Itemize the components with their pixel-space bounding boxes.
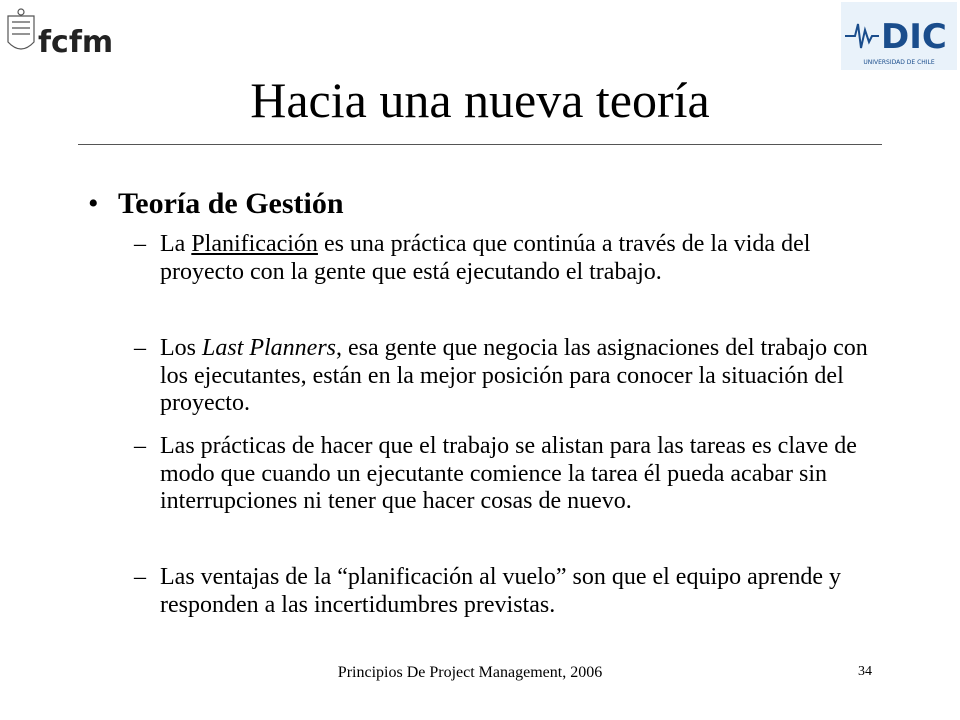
sub-item-2 bbox=[134, 335, 874, 418]
sub-item-dash: – bbox=[134, 231, 146, 257]
underlined-term: Planificación bbox=[191, 231, 318, 257]
dic-logo-subtext: UNIVERSIDAD DE CHILE bbox=[863, 59, 935, 66]
sub-item-3 bbox=[134, 433, 874, 516]
title-divider bbox=[78, 144, 882, 145]
bullet-dot: • bbox=[88, 187, 99, 220]
main-bullet bbox=[88, 186, 344, 222]
sub-item-1 bbox=[134, 231, 874, 286]
sub-item-4 bbox=[134, 564, 874, 619]
footer-text: Principios De Project Management, 2006 bbox=[337, 664, 603, 681]
dic-logo-text: DIC bbox=[881, 17, 947, 57]
sub-item-text: es una práctica que continúa a través de la vida del proyecto con la gente que está ejecutando el trabajo. bbox=[160, 231, 811, 285]
sub-item-text: Los bbox=[160, 335, 202, 361]
sub-item-text: Las prácticas de hacer que el trabajo se alistan para las tareas es clave de modo que cuando un ejecutante comience la tarea él pueda acabar sin interrupciones ni tener que hacer cosas de nuevo. bbox=[160, 433, 857, 514]
page-number: 34 bbox=[858, 664, 872, 679]
sub-item-dash: – bbox=[134, 335, 146, 361]
sub-item-dash: – bbox=[134, 564, 146, 590]
university-crest-icon bbox=[8, 9, 34, 49]
bullet-heading: Teoría de Gestión bbox=[118, 187, 344, 220]
slide-title: Hacia una nueva teoría bbox=[250, 72, 710, 128]
sub-item-text: , esa gente que negocia las asignaciones del trabajo con los ejecutantes, están en la mejor posición para conocer la situación del proyecto. bbox=[160, 335, 868, 416]
fcfm-logo bbox=[4, 6, 112, 68]
sub-item-dash: – bbox=[134, 433, 146, 459]
sub-item-text: La bbox=[160, 231, 192, 257]
dic-logo bbox=[841, 2, 957, 70]
sub-item-text: Las ventajas de la “planificación al vuelo” son que el equipo aprende y responden a las incertidumbres previstas. bbox=[160, 564, 842, 618]
italic-term: Last Planners bbox=[202, 335, 337, 361]
fcfm-logo-text: fcfm bbox=[38, 25, 112, 60]
